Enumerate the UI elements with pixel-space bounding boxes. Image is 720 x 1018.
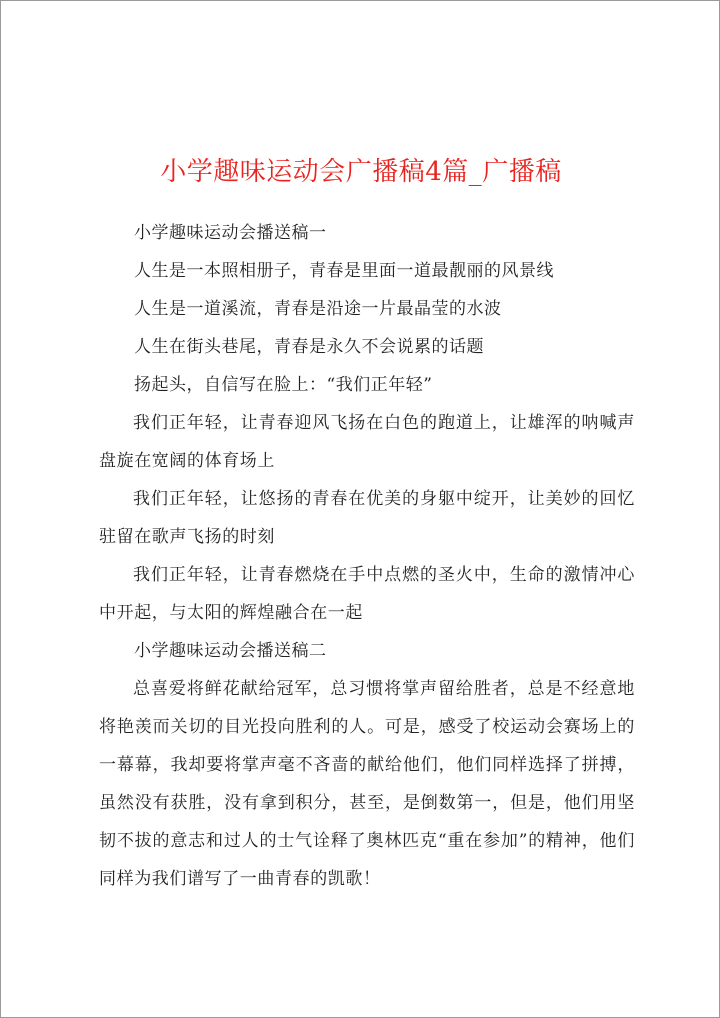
paragraph: 我们正年轻，让悠扬的青春在优美的身躯中绽开，让美妙的回忆驻留在歌声飞扬的时刻	[99, 489, 635, 547]
paragraph: 我们正年轻，让青春迎风飞扬在白色的跑道上，让雄浑的呐喊声盘旋在宽阔的体育场上	[99, 413, 635, 471]
paragraph: 我们正年轻，让青春燃烧在手中点燃的圣火中，生命的激情冲心中开起，与太阳的辉煌融合在一起	[99, 565, 635, 623]
paragraph: 人生在街头巷尾，青春是永久不会说累的话题	[134, 337, 484, 357]
section-heading: 小学趣味运动会播送稿二	[134, 641, 327, 661]
paragraph: 扬起头，自信写在脸上：“我们正年轻”	[134, 375, 433, 395]
document-title: 小学趣味运动会广播稿4篇_广播稿	[160, 157, 562, 187]
section-heading: 小学趣味运动会播送稿一	[134, 223, 327, 243]
paragraph: 总喜爱将鲜花献给冠军，总习惯将掌声留给胜者，总是不经意地将艳羡而关切的目光投向胜利的人。可是，感受了校运动会赛场上的一幕幕，我却要将掌声毫不吝啬的献给他们，他们同样选择了拼搏，虽然没有获胜，没有拿到积分，甚至，是倒数第一，但是，他们用坚韧不拔的意志和过人的士气诠释了奥林匹克“重在参加”的精神，他们同样为我们谱写了一曲青春的凯歌！	[99, 679, 635, 889]
paragraph: 人生是一道溪流，青春是沿途一片最晶莹的水波	[134, 299, 502, 319]
paragraph: 人生是一本照相册子，青春是里面一道最靓丽的风景线	[134, 261, 554, 281]
